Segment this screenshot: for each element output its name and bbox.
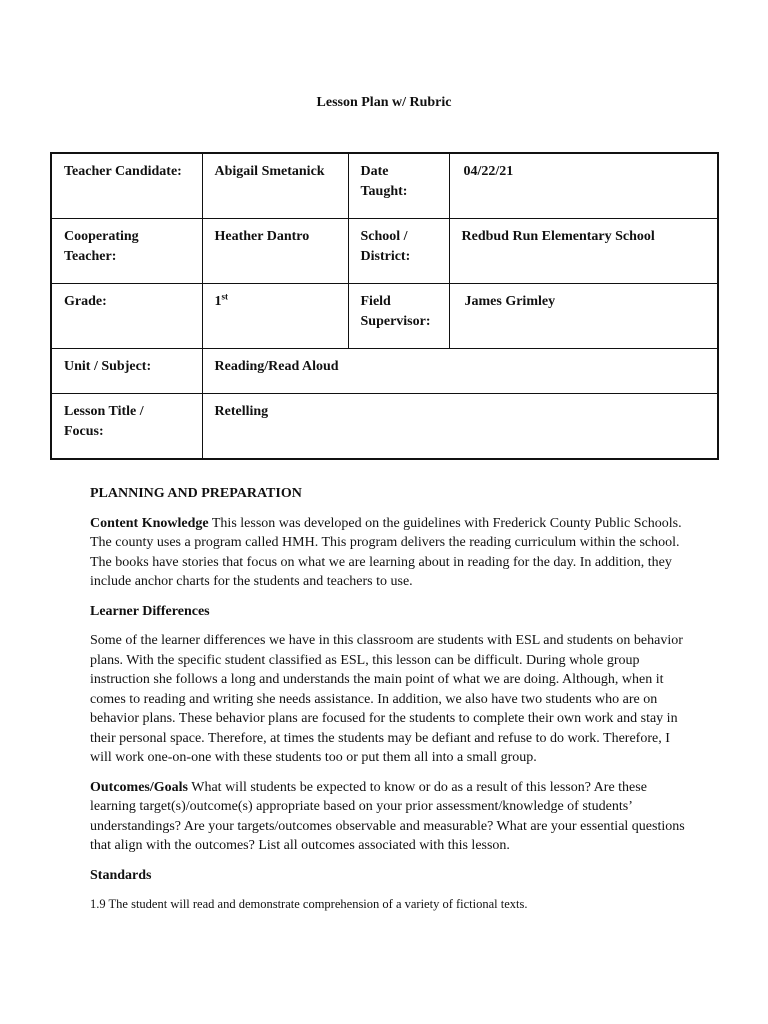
date-taught-value: 04/22/21 xyxy=(449,153,718,219)
outcomes-label: Outcomes/Goals xyxy=(90,779,188,795)
table-row xyxy=(51,349,718,394)
grade-label: Grade: xyxy=(51,284,202,349)
content-knowledge-paragraph: Content Knowledge This lesson was developed on the guidelines with Frederick County Public Schools. The county uses a program called HMH. This program delivers the reading curriculum within the school. The books have stories that focus on what we are learning about in reading for the day. In addition, they include anchor charts for the students and teachers to use. xyxy=(90,515,682,589)
unit-subject-label: Unit / Subject: xyxy=(51,349,202,394)
standard-item: 1.9 The student will read and demonstrate comprehension of a variety of fictional texts. xyxy=(90,897,528,911)
table-row xyxy=(51,153,718,219)
planning-section xyxy=(90,484,690,915)
teacher-candidate-label: Teacher Candidate: xyxy=(51,153,202,219)
lesson-title-label: Lesson Title / Focus: xyxy=(51,394,202,460)
table-row xyxy=(51,284,718,349)
document-title: Lesson Plan w/ Rubric xyxy=(316,95,452,110)
lesson-title-value: Retelling xyxy=(202,394,718,460)
school-value: Redbud Run Elementary School xyxy=(449,219,718,284)
school-label: School / District: xyxy=(348,219,449,284)
field-supervisor-value: James Grimley xyxy=(449,284,718,349)
cooperating-teacher-label: Cooperating Teacher: xyxy=(51,219,202,284)
learner-differences-heading: Learner Differences xyxy=(90,603,210,619)
outcomes-paragraph: Outcomes/Goals What will students be expected to know or do as a result of this lesson? Are these learning target(s)/outcome(s) appropriate based on your prior assessment/knowledge of students’ understandings? Are your targets/outcomes observable and measurable? What are your essential questions that align with the outcomes? List all outcomes associated with this lesson. xyxy=(90,779,685,853)
learner-differences-paragraph: Some of the learner differences we have in this classroom are students with ESL and students on behavior plans. With the specific student classified as ESL, this lesson can be difficult. During whole group instruction she follows a long and understands the main point of what we are doing. Although, when it comes to reading and writing she needs assistance. In addition, we also have two students who are on behavior plans. These behavior plans are focused for the students to complete their own work and stay in their personal space. Therefore, at times the students may be defiant and refuse to do work. Therefore, I will work one-on-one with these students too or put them all into a small group. xyxy=(90,633,683,765)
standards-heading: Standards xyxy=(90,867,152,883)
field-supervisor-label: Field Supervisor: xyxy=(348,284,449,349)
lesson-info-table xyxy=(50,152,719,460)
cooperating-teacher-value: Heather Dantro xyxy=(202,219,348,284)
grade-value: 1st xyxy=(202,284,348,349)
table-row xyxy=(51,394,718,460)
date-taught-label: Date Taught: xyxy=(348,153,449,219)
content-knowledge-label: Content Knowledge xyxy=(90,515,209,531)
unit-subject-value: Reading/Read Aloud xyxy=(202,349,718,394)
table-row xyxy=(51,219,718,284)
teacher-candidate-value: Abigail Smetanick xyxy=(202,153,348,219)
planning-heading: PLANNING AND PREPARATION xyxy=(90,486,302,501)
